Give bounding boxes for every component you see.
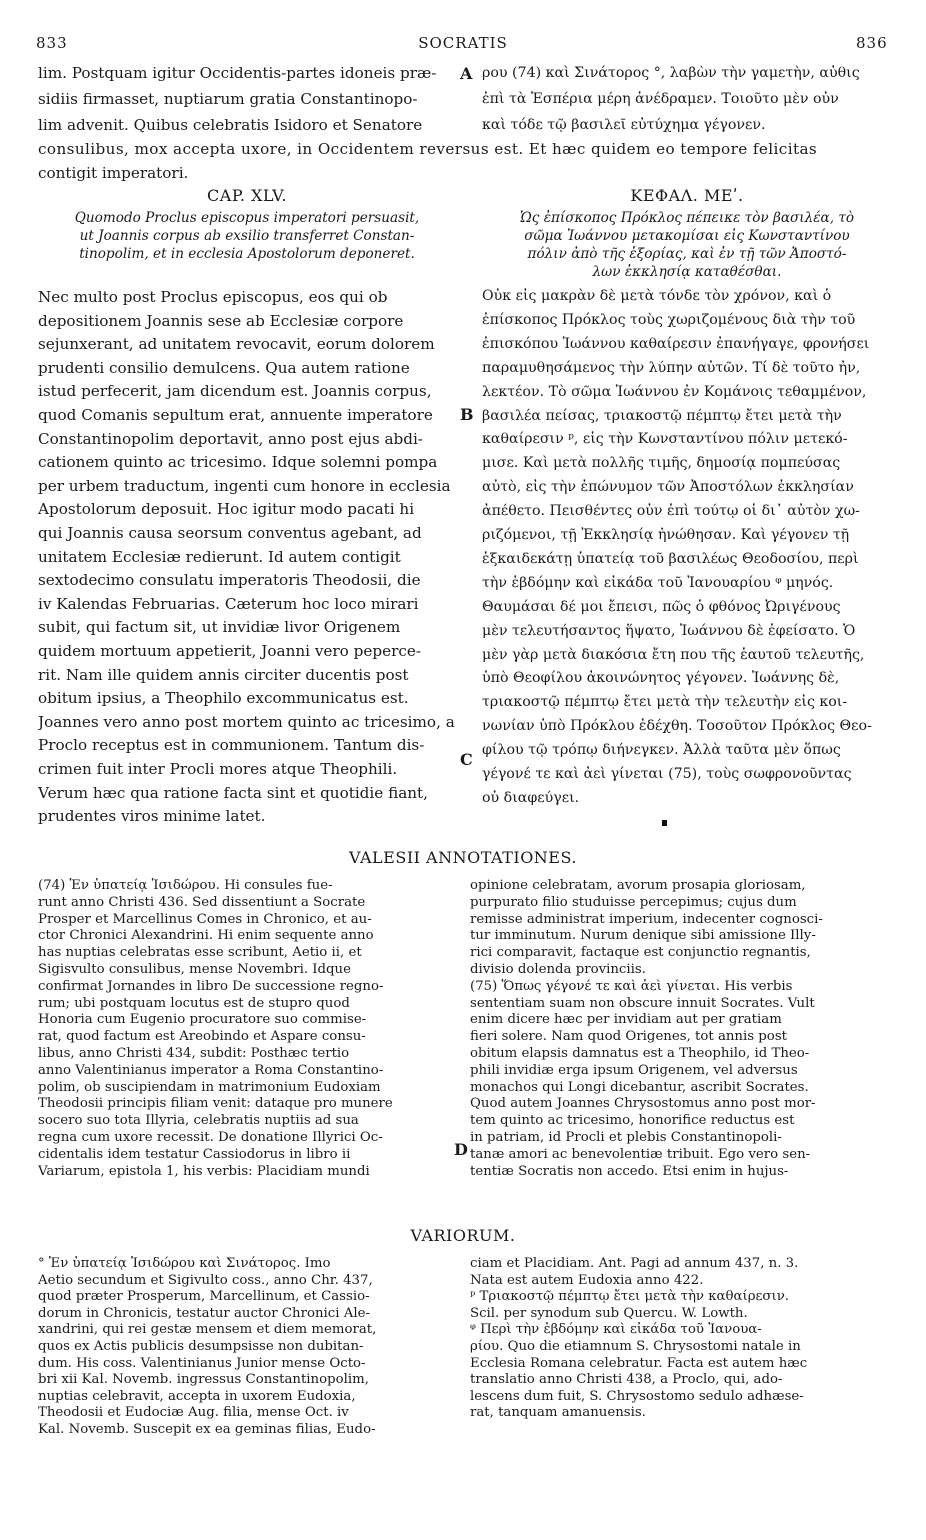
text-line: opinione celebratam, avorum prosapia gloriosam, [470,878,806,893]
text-line: τριακοστῷ πέμπτῳ ἔτει μετὰ τὴν τελευτὴν εἰς κοι- [482,694,848,711]
text-line: καθαίρεσιν ᵖ, εἰς τὴν Κωνσταντίνου πόλιν μετεκό- [482,431,848,448]
text-line: rat, tanquam amanuensis. [470,1405,646,1421]
text-line: rum; ubi postquam locutus est de stupro quod [38,995,350,1011]
text-line: unitatem Ecclesiæ redierunt. Id autem contigit [38,547,401,566]
text-line: μὲν τελευτήσαντος ἥψατο, Ἰωάννου δὲ ἐφείσατο. Ὁ [482,622,856,639]
text-line: crimen fuit inter Procli mores atque Theophili. [38,760,398,778]
text-line: phili invidiæ erga ipsum Origenem, vel adversus [470,1062,798,1078]
ink-dot [662,820,667,826]
text-line: lim advenit. Quibus celebratis Isidoro et Senatore [38,116,423,134]
text-line: nuptias celebravit, accepta in uxorem Eudoxia, [38,1388,356,1404]
text-line: καὶ τόδε τῷ βασιλεῖ εὐτύχημα γέγονεν. [482,117,766,133]
text-line: regna cum uxore recessit. De donatione Illyrici Oc- [38,1130,383,1145]
text-line: μισε. Καὶ μετὰ πολλῆς τιμῆς, δημοσίᾳ πομπεύσας [482,455,841,472]
text-line: qui Joannis causa seorsum conventus agebant, ad [38,524,422,542]
text-line: Theodosii et Eudociæ Aug. filia, mense Oct. iv [38,1405,349,1421]
text-line: lim. Postquam igitur Occidentis-partes idoneis præ- [38,64,437,82]
text-line: ἐπίσκοπος Πρόκλος τοὺς χωριζομένους διὰ τὴν τοῦ [482,311,856,328]
text-line: sidiis firmasset, nuptiarum gratia Constantinopo- [38,90,418,108]
text-line: tentiæ Socratis non accedo. Etsi enim in hujus- [470,1163,789,1179]
text-line: obitum elapsis damnatus est a Theophilo, id Theo- [470,1046,810,1061]
text-line: (75) Ὅπως γέγονέ τε καὶ ἀεὶ γίνεται. His verbis [470,978,793,994]
text-line: prudentes viros minime latet. [38,807,266,826]
text-line: λεκτέον. Τὸ σῶμα Ἰωάννου ἐν Κομάνοις τεθαμμένον, [482,383,867,400]
text-line: ἐπισκόπου Ἰωάννου καθαίρεσιν ἐπανήγαγε, φρονήσει [482,335,870,352]
text-line: αὐτὸ, εἰς τὴν ἐπώνυμον τῶν Ἀποστόλων ἐκκλησίαν [482,479,854,496]
text-line: confirmat Jornandes in libro De successione regno- [38,978,384,994]
text-line: quidem mortuum appetierit, Joanni vero peperce- [38,642,421,660]
text-line: divisio dolenda provinciis. [470,962,646,977]
text-line: prudenti consilio demulcens. Qua autem ratione [38,358,410,377]
text-line: libus, anno Christi 434, subdit: Posthæc tertio [38,1046,350,1061]
text-line: Οὐκ εἰς μακρὰν δὲ μετὰ τόνδε τὸν χρόνον, καὶ ὁ [482,288,832,304]
text-line: lescens dum fuit, S. Chrysostomo sedulo adhæse- [470,1388,804,1404]
margin-letter-d: D [454,1140,468,1159]
text-line: consulibus, mox accepta uxore, in Occidentem reversus est. Et hæc quidem eo tempore felicitas [38,140,818,158]
text-line: φίλου τῷ τρόπῳ διήνεγκεν. Ἀλλὰ ταῦτα μὲν ὅπως [482,742,841,759]
text-line: sententiam suam non obscure innuit Socrates. Vult [470,995,815,1011]
text-line: ἐπὶ τὰ Ἑσπέρια μέρη ἀνέδραμεν. Τοιοῦτο μὲν οὖν [482,91,839,107]
text-line: ᵠ Περὶ τὴν ἑβδόμην καὶ εἰκάδα τοῦ Ἰανουα- [470,1322,762,1338]
text-line: enim dicere hæc per invidiam aut per gratiam [470,1012,782,1028]
text-line: Constantinopolim deportavit, anno post ejus abdi- [38,429,423,448]
text-line: παραμυθησάμενος τὴν λύπην αὐτῶν. Τί δὲ τοῦτο ἦν, [482,359,861,376]
text-line: ἑξκαιδεκάτῃ ὑπατείᾳ τοῦ βασιλέως Θεοδοσίου, περὶ [482,550,859,567]
text-line: tanæ amori ac benevolentiæ tribuit. Ego vero sen- [470,1146,811,1162]
text-line: λων ἐκκλησίᾳ καταθέσθαι. [592,264,782,280]
text-line: Joannes vero anno post mortem quinto ac tricesimo, a [38,712,455,731]
page-number-right: 836 [856,34,888,52]
text-line: tinopolim, et in ecclesia Apostolorum deponeret. [79,246,415,262]
text-line: cationem quinto ac tricesimo. Idque solemni pompa [38,453,438,472]
text-line: Sigisvulto consulibus, mense Novembri. Idque [38,962,351,977]
text-line: polim, ob suscipiendam in matrimonium Eudoxiam [38,1079,381,1095]
text-line: Theodosii principis filiam venit: dataque pro munere [38,1096,393,1112]
text-line: ᵖ Τριακοστῷ πέμπτῳ ἔτει μετὰ τὴν καθαίρεσιν. [470,1289,790,1305]
text-line: sextodecimo consulatu imperatoris Theodosii, die [38,571,421,590]
text-line: βασιλέα πείσας, τριακοστῷ πέμπτῳ ἔτει μετὰ τὴν [482,407,842,424]
text-line: dum. His coss. Valentinianus Junior mense Octo- [38,1355,366,1371]
text-line: Ὡς ἐπίσκοπος Πρόκλος πέπεικε τὸν βασιλέα, τὸ [519,210,855,226]
text-line: Apostolorum deposuit. Hoc igitur modo pacati hi [38,500,415,519]
margin-letter-b: B [460,405,474,424]
text-line: Proclo receptus est in communionem. Tantum dis- [38,736,425,755]
text-line: Honoria cum Eugenio procuratore suo commise- [38,1012,367,1028]
section-heading-valesii: VALESII ANNOTATIONES. [349,848,577,867]
text-line: remisse administrat imperium, indecenter cognosci- [470,911,823,927]
text-line: xandrini, qui rei gestæ mensem et diem memorat, [38,1322,377,1338]
text-line: Nata est autem Eudoxia anno 422. [470,1272,704,1288]
text-line: Scil. per synodum sub Quercu. W. Lowth. [470,1305,748,1321]
text-line: ἀπέθετο. Πεισθέντες οὖν ἐπὶ τούτῳ οἱ δι᾽ αὐτὸν χω- [482,503,860,520]
text-line: runt anno Christi 436. Sed dissentiunt a Socrate [38,894,366,910]
text-line: Verum hæc qua ratione facta sint et quotidie fiant, [38,783,428,802]
text-line: (74) Ἐν ὑπατείᾳ Ἰσιδώρου. Hi consules fue- [38,878,333,893]
text-line: Aetio secundum et Sigivulto coss., anno Chr. 437, [38,1272,373,1288]
section-heading-variorum: VARIORUM. [410,1226,516,1245]
text-line: οὐ διαφεύγει. [482,789,580,806]
text-line: πόλιν ἀπὸ τῆς ἐξορίας, καὶ ἐν τῇ τῶν Ἀποστό- [527,246,847,262]
text-line: fieri solere. Nam quod Origenes, tot annis post [470,1029,787,1045]
text-line: dorum in Chronicis, testatur auctor Chronici Ale- [38,1305,370,1321]
text-line: Kal. Novemb. Suscepit ex ea geminas filias, Eudo- [38,1422,376,1437]
text-line: ciam et Placidiam. Ant. Pagi ad annum 437, n. 3. [470,1256,799,1271]
text-line: contigit imperatori. [38,164,189,182]
text-line: quod Comanis sepultum erat, annuente imperatore [38,406,433,424]
text-line: Prosper et Marcellinus Comes in Chronico, et au- [38,911,372,927]
text-line: γέγονέ τε καὶ ἀεὶ γίνεται (75), τοὺς σωφρονοῦντας [482,766,852,782]
text-line: τὴν ἑβδόμην καὶ εἰκάδα τοῦ Ἰανουαρίου ᵠ μηνός. [482,574,834,591]
chapter-heading-greek: ΚΕΦΑΛ. ΜΕʹ. [630,186,744,205]
text-line: cidentalis idem testatur Cassiodorus in libro ii [38,1146,351,1162]
text-line: rici comparavit, factaque est conjunctio regnantis, [470,945,811,961]
text-line: obitum ipsius, a Theophilo excommunicatus est. [38,689,409,708]
text-line: bri xii Kal. Novemb. ingressus Constantinopolim, [38,1372,369,1388]
page-number-left: 833 [36,34,68,52]
text-line: quod præter Prosperum, Marcellinum, et Cassio- [38,1289,370,1305]
margin-letter-c: C [460,750,473,769]
text-line: quos ex Actis publicis desumpsisse non dubitan- [38,1339,364,1354]
text-line: Ecclesia Romana celebratur. Facta est autem hæc [470,1355,808,1371]
text-line: anno Valentinianus imperator a Roma Constantino- [38,1062,384,1078]
text-line: ° Ἐν ὑπατείᾳ Ἰσιδώρου καὶ Σινάτορος. Imo [38,1256,331,1271]
text-line: socero suo tota Illyria, celebratis nuptiis ad sua [38,1113,359,1129]
text-line: monachos qui Longi dicebantur, ascribit Socrates. [470,1079,809,1095]
page-title: SOCRATIS [418,34,508,52]
text-line: Variarum, epistola 1, his verbis: Placidiam mundi [38,1163,370,1179]
text-line: rit. Nam ille quidem annis circiter ducentis post [38,665,409,684]
text-line: in patriam, id Procli et plebis Constantinopoli- [470,1130,782,1145]
text-line: μὲν γὰρ μετὰ διακόσια ἔτη που τῆς ἑαυτοῦ τελευτῆς, [482,646,865,663]
text-line: sejunxerant, ad unitatem revocavit, eorum dolorem [38,335,435,354]
text-line: iv Kalendas Februarias. Cæterum hoc loco mirari [38,594,419,613]
chapter-heading-latin: CAP. XLV. [207,186,287,205]
text-line: tem quinto ac tricesimo, honorifice reductus est [470,1113,795,1129]
text-line: purpurato filio studuisse percepimus; cujus dum [470,894,797,910]
text-line: depositionem Joannis sese ab Ecclesiæ corpore [38,311,404,330]
text-line: subit, qui factum sit, ut invidiæ livor Origenem [38,618,401,637]
text-line: Nec multo post Proclus episcopus, eos qui ob [38,288,388,306]
text-line: has nuptias celebratas esse scribunt, Aetio ii, et [38,945,362,961]
text-line: Quomodo Proclus episcopus imperatori persuasit, [74,210,420,226]
text-line: rat, quod factum est Areobindo et Aspare consu- [38,1029,366,1045]
text-line: tur imminutum. Nurum denique sibi amissione Illy- [470,928,816,944]
text-line: ut Joannis corpus ab exsilio transferret Constan- [79,228,415,244]
text-line: ριζόμενοι, τῇ Ἐκκλησίᾳ ἡνώθησαν. Καὶ γέγονεν τῇ [482,527,850,543]
text-line: ρίου. Quo die etiamnum S. Chrysostomi natale in [470,1339,801,1354]
text-line: Θαυμάσαι δέ μοι ἔπεισι, πῶς ὁ φθόνος Ὠριγένους [482,598,841,615]
text-line: ὑπὸ Θεοφίλου ἀκοινώνητος γέγονεν. Ἰωάννης δὲ, [482,670,840,687]
text-line: ρου (74) καὶ Σινάτορος °, λαβὼν τὴν γαμετὴν, αὖθις [482,65,860,81]
text-line: ctor Chronici Alexandrini. Hi enim sequente anno [38,928,374,944]
text-line: Quod autem Joannes Chrysostomus anno post mor- [470,1096,816,1112]
text-line: per urbem traductum, ingenti cum honore in ecclesia [38,476,451,495]
margin-letter-a: A [460,64,473,83]
text-line: istud perfecerit, jam dicendum est. Joannis corpus, [38,382,432,401]
text-line: translatio anno Christi 438, a Proclo, qui, ado- [470,1372,783,1388]
text-line: σῶμα Ἰωάννου μετακομίσαι εἰς Κωνσταντίνου [524,228,850,244]
text-line: νωνίαν ὑπὸ Πρόκλου ἐδέχθη. Τοσοῦτον Πρόκλος Θεο- [482,718,872,735]
